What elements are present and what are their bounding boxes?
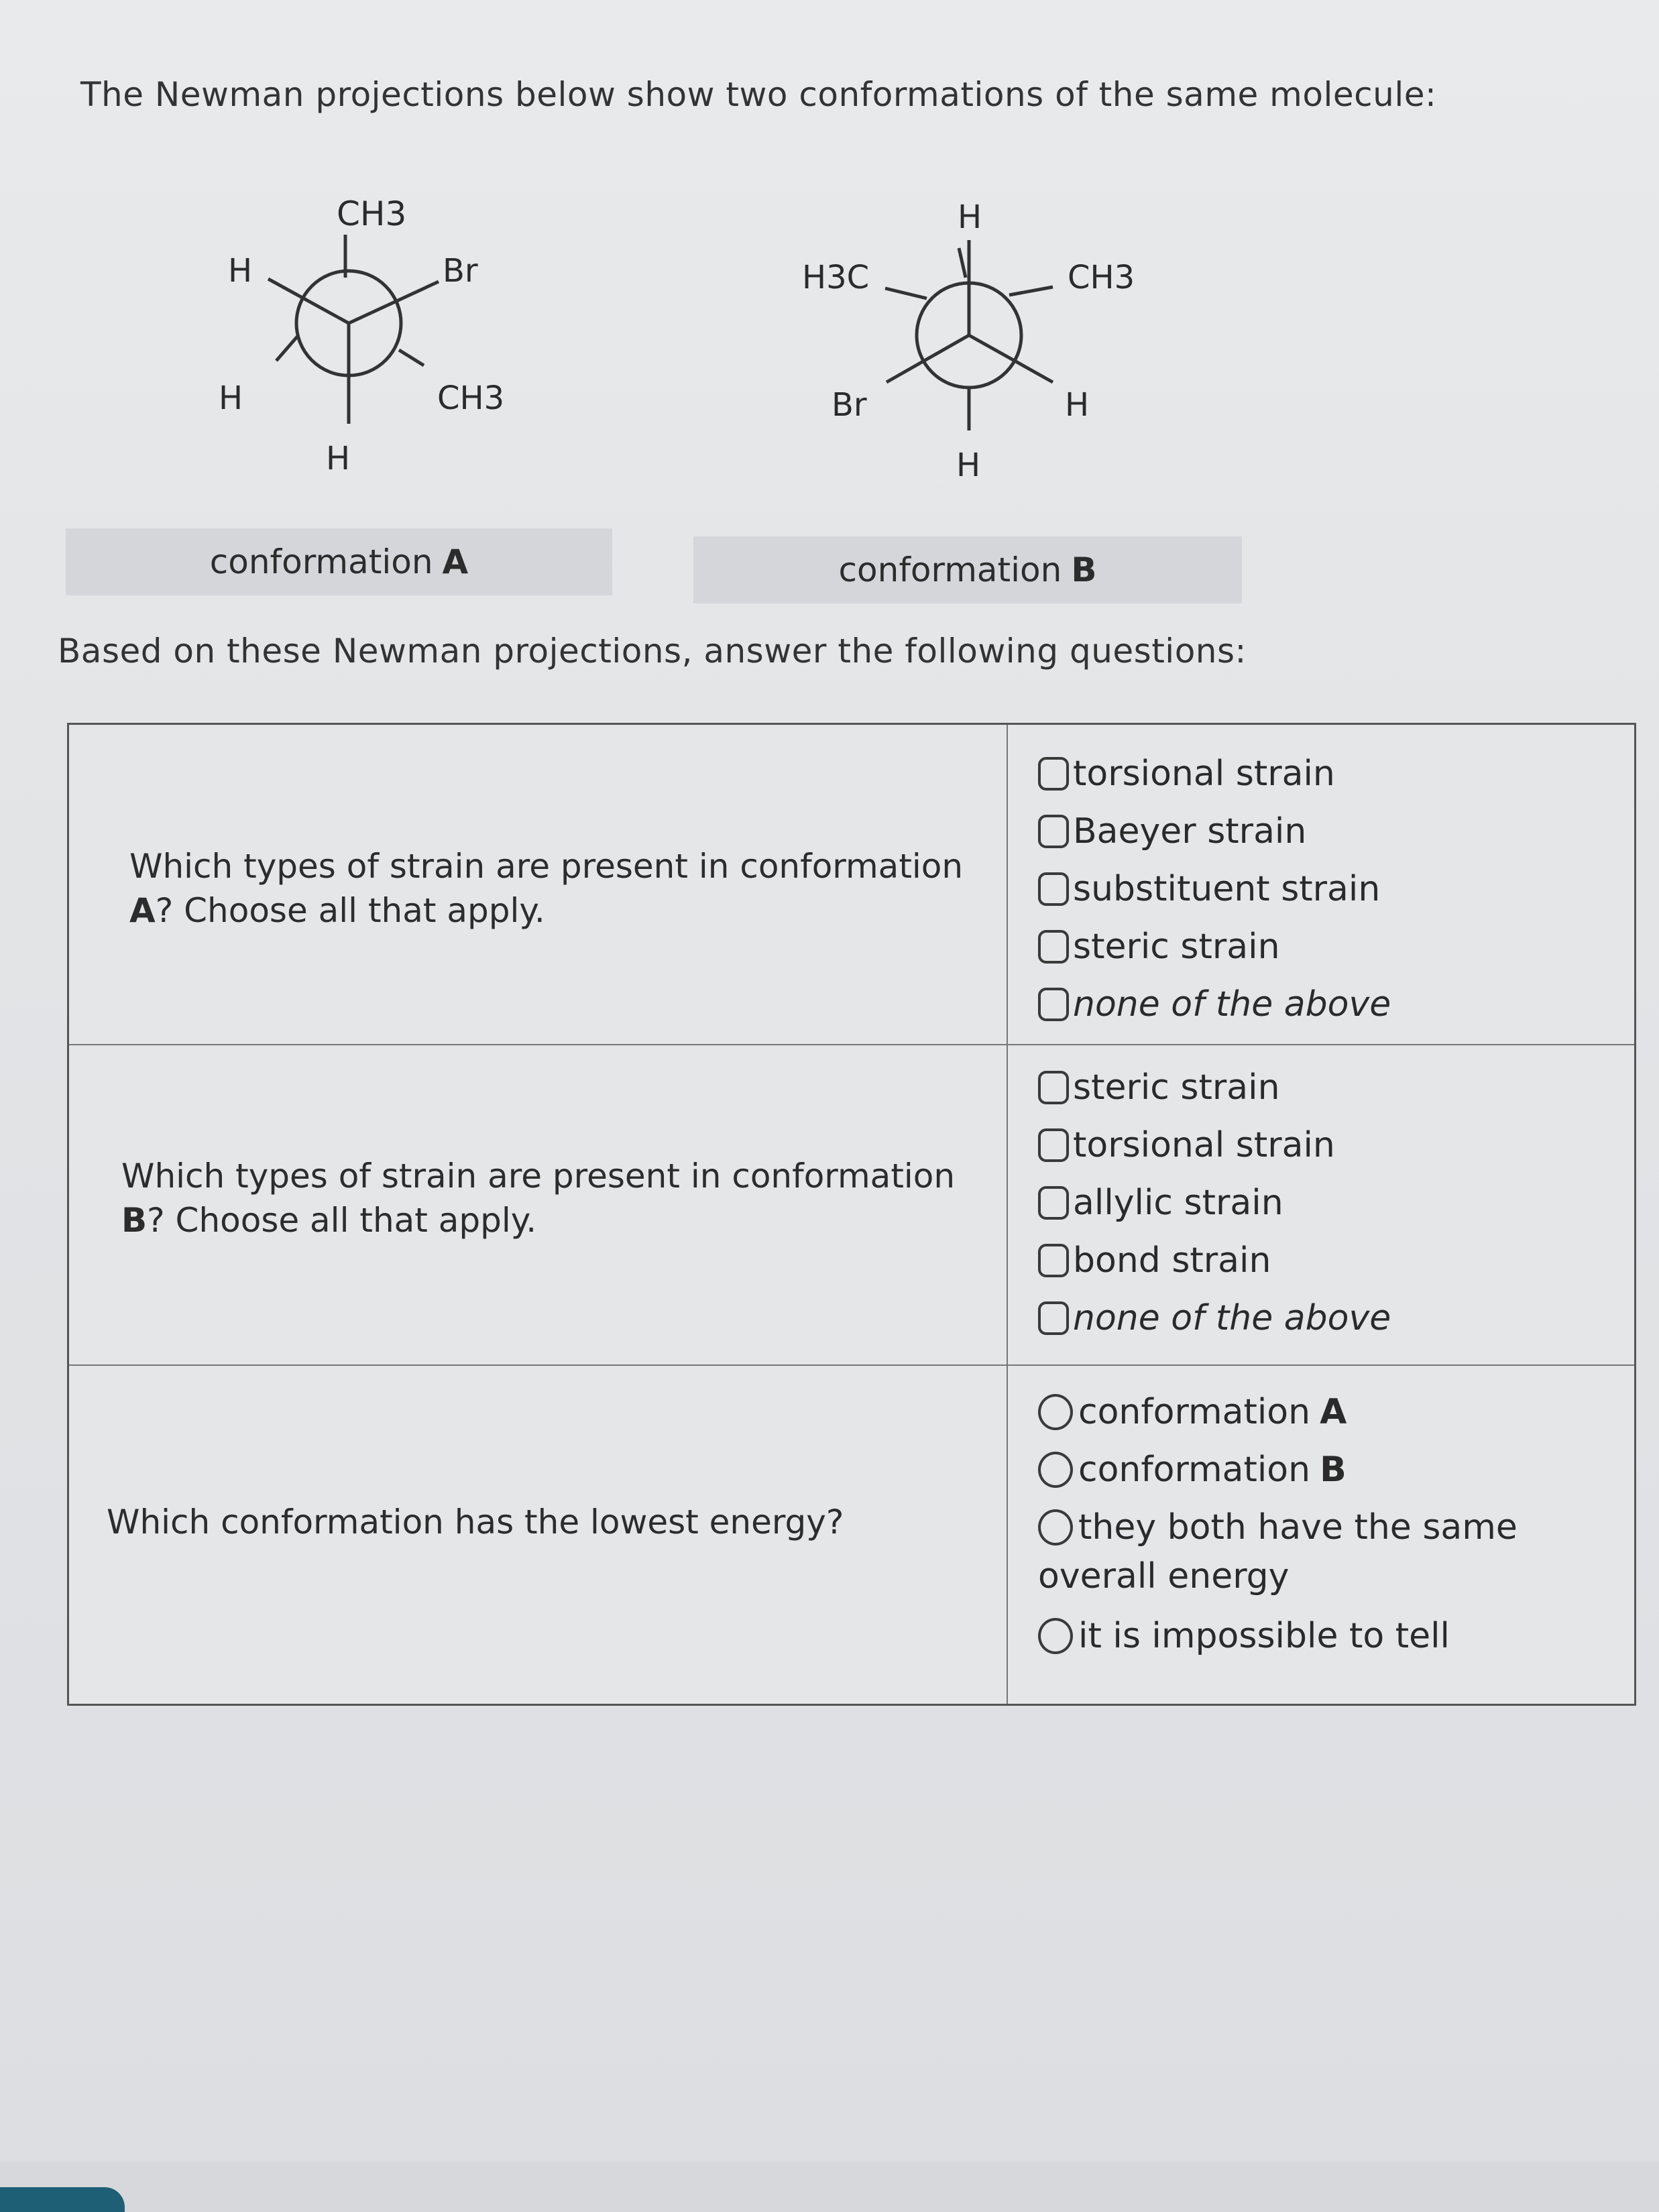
option-label: torsional strain [1073, 1125, 1335, 1165]
option-label: none of the above [1073, 984, 1391, 1025]
q2-option-torsional-strain[interactable] [1038, 1116, 1391, 1174]
question-3-prompt [107, 1500, 958, 1544]
checkbox[interactable] [1038, 1186, 1069, 1220]
newman-b-drawing [791, 181, 1167, 489]
q2-option-allylic-strain[interactable] [1038, 1174, 1391, 1232]
newman-b-lower-left-label: Br [832, 386, 867, 424]
option-letter: B [1320, 1450, 1347, 1490]
question-1-letter: A [129, 891, 156, 930]
caption-b-text: conformation [838, 550, 1062, 589]
q1-option-steric-strain[interactable] [1038, 918, 1391, 976]
checkbox[interactable] [1038, 1244, 1069, 1277]
question-row-3 [69, 1366, 1634, 1705]
question-2-letter: B [121, 1201, 148, 1240]
bottom-bar [0, 2162, 1659, 2212]
checkbox[interactable] [1038, 1301, 1069, 1335]
newman-a-front-left-label: H [228, 252, 253, 290]
radio-button[interactable] [1038, 1509, 1073, 1546]
radio-button[interactable] [1038, 1394, 1073, 1430]
question-1-tail: ? Choose all that apply. [155, 891, 545, 930]
option-label: allylic strain [1073, 1183, 1283, 1223]
question-2-prompt [121, 1154, 973, 1242]
checkbox[interactable] [1038, 1071, 1069, 1104]
q3-option-conformation-b[interactable] [1038, 1441, 1518, 1499]
option-label: substituent strain [1073, 869, 1381, 909]
newman-b-right-label: CH3 [1068, 259, 1135, 296]
checkbox[interactable] [1038, 872, 1069, 906]
question-1-options [1038, 745, 1391, 1033]
q3-option-same-energy-continued: overall energy [1038, 1556, 1290, 1596]
question-1-text: Which types of strain are present in conformation [129, 847, 964, 886]
option-label: none of the above [1073, 1298, 1391, 1338]
option-label: bond strain [1073, 1240, 1271, 1281]
q1-option-none[interactable] [1038, 976, 1391, 1033]
newman-a-bottom-label: H [326, 440, 351, 477]
option-label: they both have the same [1078, 1507, 1518, 1548]
newman-projection-b [791, 181, 1167, 489]
q3-option-conformation-a[interactable] [1038, 1383, 1518, 1441]
option-label: steric strain [1073, 927, 1280, 967]
q3-option-same-energy[interactable] [1038, 1499, 1518, 1556]
corner-tab[interactable] [0, 2187, 125, 2212]
intro-text: The Newman projections below show two conformations of the same molecule: [80, 75, 1437, 114]
option-label: conformation [1078, 1450, 1311, 1490]
option-label: steric strain [1073, 1067, 1280, 1108]
caption-conformation-a [66, 528, 612, 595]
checkbox[interactable] [1038, 988, 1069, 1021]
newman-a-back-right-label: CH3 [437, 380, 505, 417]
option-label: Baeyer strain [1073, 811, 1307, 852]
question-1-prompt [129, 844, 981, 933]
newman-a-back-left-label: H [219, 380, 243, 417]
newman-a-front-right-label: Br [443, 252, 478, 290]
newman-b-lower-right-label: H [1065, 386, 1090, 424]
caption-a-text: conformation [209, 542, 433, 581]
q2-option-bond-strain[interactable] [1038, 1232, 1391, 1289]
newman-b-bottom-label: H [956, 447, 981, 484]
radio-button[interactable] [1038, 1452, 1073, 1488]
checkbox[interactable] [1038, 1128, 1069, 1162]
q1-option-torsional-strain[interactable] [1038, 745, 1391, 803]
q1-option-baeyer-strain[interactable] [1038, 803, 1391, 860]
newman-a-top-label: CH3 [337, 194, 407, 233]
newman-a-drawing [201, 181, 550, 489]
option-label: torsional strain [1073, 754, 1335, 794]
option-label: conformation [1078, 1392, 1311, 1432]
instructions-text: Based on these Newman projections, answer the following questions: [58, 632, 1247, 671]
question-table [67, 723, 1636, 1706]
radio-button[interactable] [1038, 1618, 1073, 1654]
newman-b-top-label: H [958, 198, 982, 236]
q1-option-substituent-strain[interactable] [1038, 860, 1391, 918]
newman-projection-a [201, 181, 550, 489]
question-3-text: Which conformation has the lowest energy? [107, 1503, 844, 1541]
caption-conformation-b [693, 536, 1242, 603]
q2-option-steric-strain[interactable] [1038, 1059, 1391, 1116]
question-2-options [1038, 1059, 1391, 1347]
q3-option-impossible[interactable] [1038, 1607, 1518, 1665]
question-2-text: Which types of strain are present in conformation [121, 1157, 956, 1196]
question-row-2 [69, 1045, 1634, 1366]
newman-b-left-label: H3C [802, 259, 870, 296]
q2-option-none[interactable] [1038, 1289, 1391, 1347]
question-row-1 [69, 725, 1634, 1045]
caption-b-letter: B [1071, 550, 1097, 589]
option-label: it is impossible to tell [1078, 1616, 1450, 1656]
checkbox[interactable] [1038, 757, 1069, 791]
question-3-options [1038, 1383, 1518, 1665]
checkbox[interactable] [1038, 815, 1069, 848]
caption-a-letter: A [442, 542, 469, 581]
question-2-tail: ? Choose all that apply. [147, 1201, 537, 1240]
option-letter: A [1320, 1392, 1347, 1432]
checkbox[interactable] [1038, 930, 1069, 964]
